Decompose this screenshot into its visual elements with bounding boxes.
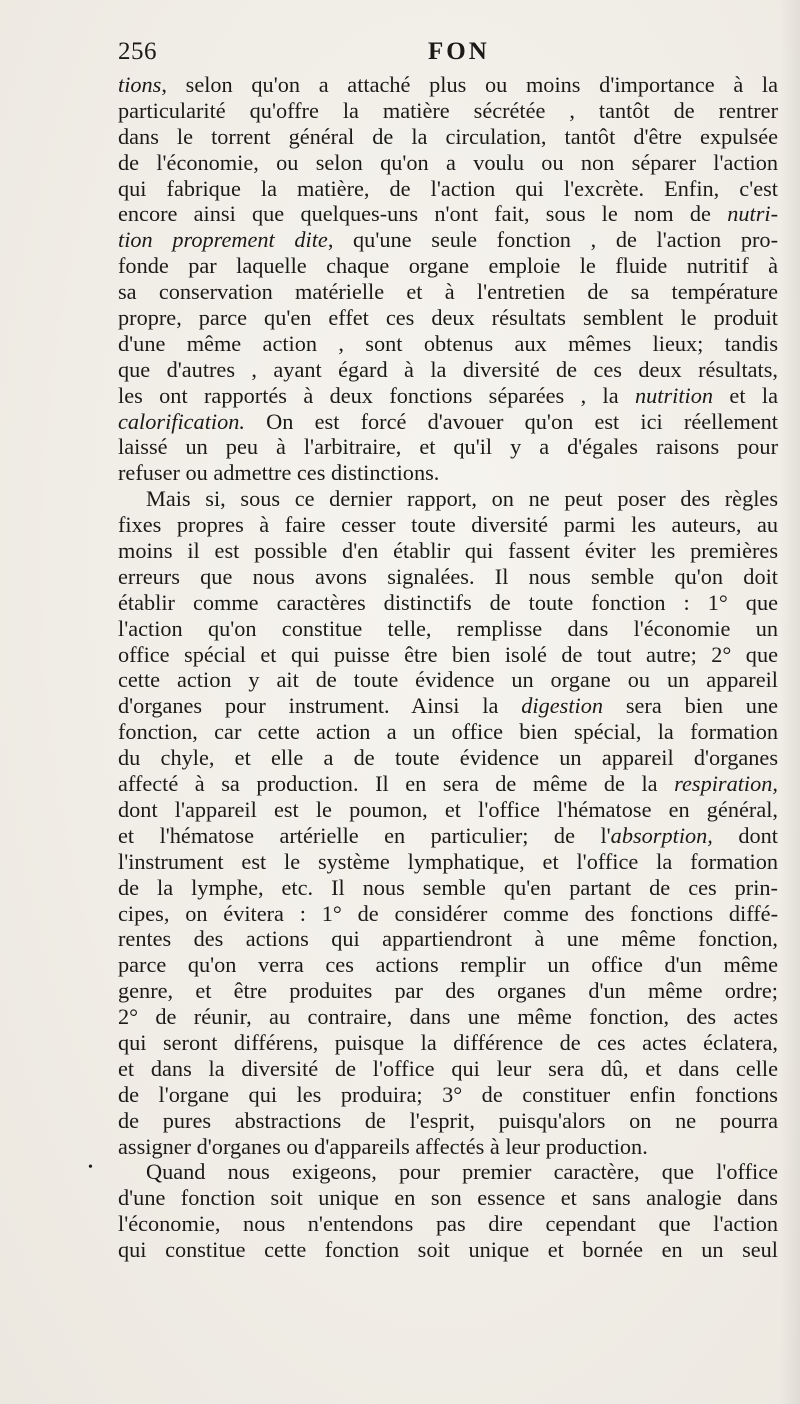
text-line: [118, 176, 778, 202]
text-line: [118, 667, 778, 693]
text-run: dont: [712, 822, 779, 848]
text-run: qui fabrique la matière, de l'action qui l'excrète. Enfin, c'est: [118, 175, 778, 201]
italic-text: nutri-: [727, 201, 778, 227]
text-run: parce qu'on verra ces actions remplir un office d'un même: [118, 952, 778, 978]
text-line: [118, 823, 778, 849]
page-header: [118, 38, 780, 70]
text-run: sera bien une: [603, 693, 779, 719]
text-run: affecté à sa production. Il en sera de même de la: [118, 771, 675, 797]
text-line: [118, 486, 778, 512]
text-run: l'instrument est le système lymphatique, et l'office la formation: [118, 848, 778, 874]
text-run: dont l'appareil est le poumon, et l'office l'hématose en général,: [118, 796, 778, 822]
text-line: [118, 1108, 778, 1134]
text-run: de l'organe qui les produira; 3° de constituer enfin fonctions: [118, 1081, 778, 1107]
text-line: [118, 227, 778, 253]
text-run: sa conservation matérielle et à l'entretien de sa température: [118, 279, 778, 305]
text-line: [118, 434, 778, 460]
text-line: [118, 357, 778, 383]
text-line: [118, 926, 778, 952]
text-run: qui constitue cette fonction soit unique et bornée en un seul: [118, 1237, 778, 1263]
text-line: [118, 150, 778, 176]
text-line: [118, 98, 778, 124]
text-line: [118, 253, 778, 279]
running-head: FON: [428, 38, 490, 65]
text-run: propre, parce qu'en effet ces deux résultats semblent le produit: [118, 305, 778, 331]
text-run: fixes propres à faire cesser toute diversité parmi les auteurs, au: [118, 512, 778, 538]
text-run: les ont rapportés à deux fonctions séparées , la: [118, 382, 635, 408]
text-run: et l'hématose artérielle en particulier; de l': [118, 822, 611, 848]
text-line: [118, 331, 778, 357]
paragraph: [118, 1159, 778, 1263]
text-run: genre, et être produites par des organes d'un même ordre;: [118, 978, 778, 1004]
text-line: [118, 1082, 778, 1108]
text-run: , qu'une seule fonction , de l'action pro-: [327, 227, 778, 253]
text-line: [118, 693, 778, 719]
italic-text: respiration,: [674, 771, 778, 797]
text-line: [118, 901, 778, 927]
text-line: [118, 305, 778, 331]
body-text: [118, 72, 778, 1263]
text-line: [118, 642, 778, 668]
text-line: [118, 512, 778, 538]
margin-mark: •: [88, 1160, 93, 1175]
text-run: fonction, car cette action a un office bien spécial, la formation: [118, 719, 778, 745]
text-run: Quand nous exigeons, pour premier caractère, que l'office: [146, 1159, 778, 1185]
text-run: qui seront différens, puisque la différence de ces actes éclatera,: [118, 1029, 778, 1055]
text-line: [118, 1211, 778, 1237]
text-run: établir comme caractères distinctifs de toute fonction : 1° que: [118, 589, 778, 615]
text-run: fonde par laquelle chaque organe emploie le fluide nutritif à: [118, 253, 778, 279]
text-run: On est forcé d'avouer qu'on est ici réellement: [244, 408, 778, 434]
text-line: [118, 1134, 778, 1160]
text-line: [118, 383, 778, 409]
text-run: , selon qu'on a attaché plus ou moins d'importance à la: [161, 72, 778, 97]
text-run: de pures abstractions de l'esprit, puisqu'alors on ne pourra: [118, 1107, 778, 1133]
italic-text: digestion: [521, 693, 604, 719]
text-line: [118, 875, 778, 901]
text-run: de l'économie, ou selon qu'on a voulu ou non séparer l'action: [118, 149, 778, 175]
text-line: [118, 201, 778, 227]
text-run: cipes, on évitera : 1° de considérer comme des fonctions diffé-: [118, 900, 778, 926]
text-run: que d'autres , ayant égard à la diversité de ces deux résultats,: [118, 356, 778, 382]
page-number: 256: [118, 38, 157, 65]
text-line: [118, 797, 778, 823]
text-line: [118, 1159, 778, 1185]
text-line: [118, 1004, 778, 1030]
text-run: moins il est possible d'en établir qui fassent éviter les premières: [118, 538, 778, 564]
text-line: [118, 279, 778, 305]
text-run: 2° de réunir, au contraire, dans une même fonction, des actes: [118, 1004, 778, 1030]
italic-text: absorption,: [610, 822, 713, 848]
text-run: du chyle, et elle a de toute évidence un appareil d'organes: [118, 745, 778, 771]
text-run: laissé un peu à l'arbitraire, et qu'il y a d'égales raisons pour: [118, 434, 778, 460]
paragraph: [118, 72, 778, 486]
text-line: [118, 460, 778, 486]
text-run: d'une fonction soit unique en son essence et sans analogie dans: [118, 1185, 778, 1211]
text-line: [118, 1185, 778, 1211]
text-line: [118, 978, 778, 1004]
text-line: [118, 538, 778, 564]
text-run: assigner d'organes ou d'appareils affectés à leur production.: [118, 1133, 648, 1159]
paragraph: [118, 486, 778, 1159]
text-line: [118, 564, 778, 590]
text-run: rentes des actions qui appartiendront à une même fonction,: [118, 926, 778, 952]
italic-text: tions: [118, 72, 162, 97]
text-run: l'économie, nous n'entendons pas dire cependant que l'action: [118, 1211, 778, 1237]
text-run: d'une même action , sont obtenus aux mêmes lieux; tandis: [118, 330, 778, 356]
text-run: l'action qu'on constitue telle, remplisse dans l'économie un: [118, 615, 778, 641]
text-line: [118, 849, 778, 875]
text-run: particularité qu'offre la matière sécrétée , tantôt de rentrer: [118, 97, 778, 123]
text-line: [118, 1030, 778, 1056]
text-run: encore ainsi que quelques-uns n'ont fait, sous le nom de: [118, 201, 728, 227]
text-line: [118, 1056, 778, 1082]
text-line: [118, 590, 778, 616]
text-run: d'organes pour instrument. Ainsi la: [118, 693, 522, 719]
text-line: [118, 124, 778, 150]
text-run: refuser ou admettre ces distinctions.: [118, 460, 440, 486]
text-line: [118, 719, 778, 745]
text-run: Mais si, sous ce dernier rapport, on ne peut poser des règles: [146, 486, 778, 512]
text-run: de la lymphe, etc. Il nous semble qu'en partant de ces prin-: [118, 874, 778, 900]
italic-text: nutrition: [634, 382, 714, 408]
text-line: [118, 771, 778, 797]
text-line: [118, 409, 778, 435]
text-run: et la: [713, 382, 778, 408]
text-run: dans le torrent général de la circulation, tantôt d'être expulsée: [118, 123, 778, 149]
text-line: [118, 745, 778, 771]
text-run: cette action y ait de toute évidence un organe ou un appareil: [118, 667, 778, 693]
text-line: [118, 952, 778, 978]
text-run: erreurs que nous avons signalées. Il nous semble qu'on doit: [118, 563, 778, 589]
text-run: office spécial et qui puisse être bien isolé de tout autre; 2° que: [118, 641, 778, 667]
text-line: [118, 616, 778, 642]
text-line: [118, 1237, 778, 1263]
italic-text: calorification.: [118, 408, 245, 434]
text-line: [118, 72, 778, 98]
italic-text: tion proprement dite: [118, 227, 328, 253]
text-run: et dans la diversité de l'office qui leur sera dû, et dans celle: [118, 1055, 778, 1081]
